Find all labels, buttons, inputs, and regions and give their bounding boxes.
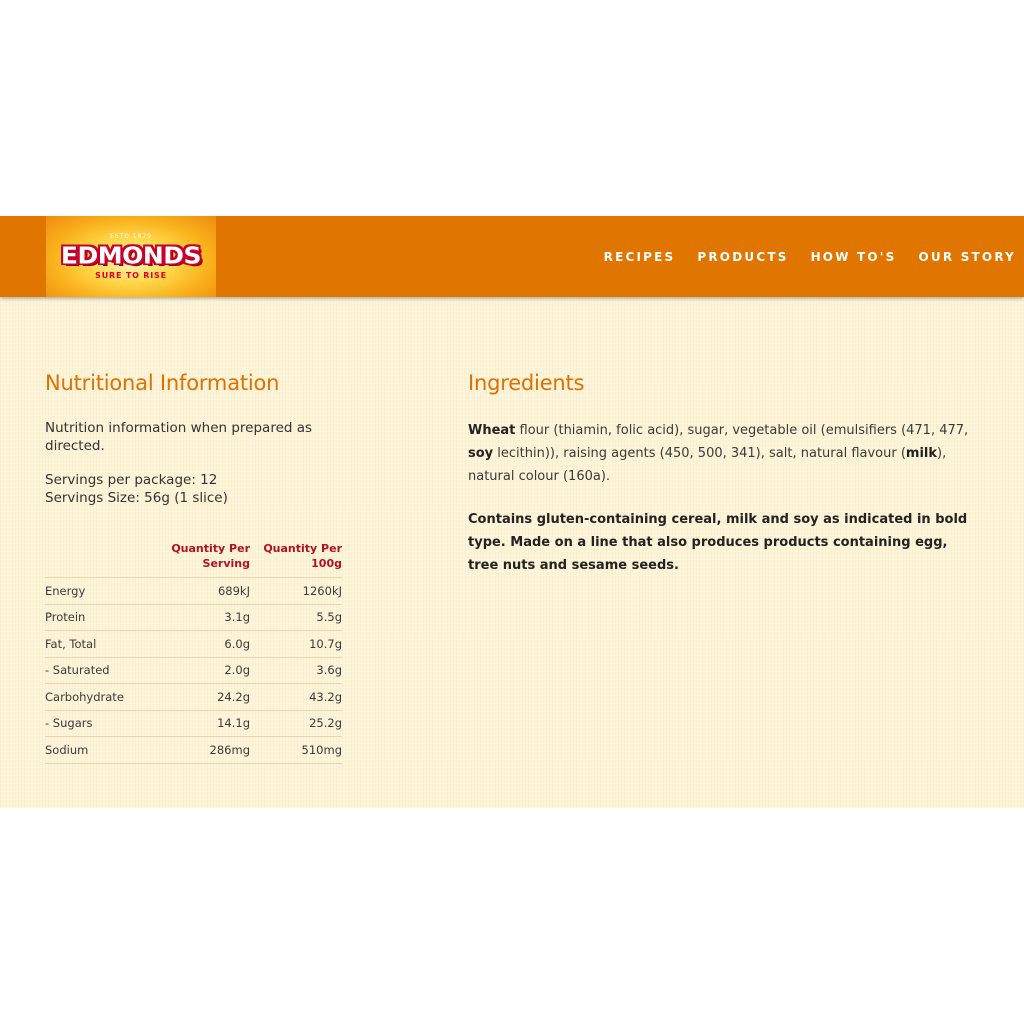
nutrition-table — [45, 541, 342, 764]
nutrition-section — [45, 371, 345, 764]
logo-estd: ESTD 1879 — [109, 233, 153, 240]
header-per-100g: Quantity Per 100g — [250, 541, 342, 578]
servings-info — [45, 471, 345, 507]
nutrient-name: Sodium — [45, 737, 155, 764]
nav-recipes[interactable]: RECIPES — [603, 249, 676, 264]
nutrition-intro: Nutrition information when prepared as directed. — [45, 420, 313, 454]
table-row — [45, 710, 342, 737]
logo-wordmark: EDMONDS — [60, 242, 202, 269]
per-serving-value: 14.1g — [155, 710, 250, 737]
ingredients-list — [468, 419, 978, 488]
table-row — [45, 578, 342, 605]
ingredient-bold-soy: soy — [468, 446, 494, 461]
ingredient-text: flour (thiamin, folic acid), sugar, vegetable oil (emulsifiers (471, 477, — [515, 423, 969, 438]
table-row — [45, 684, 342, 711]
site-header — [0, 216, 1024, 297]
table-row — [45, 737, 342, 764]
per-serving-value: 286mg — [155, 737, 250, 764]
nav-our-story[interactable]: OUR STORY — [918, 249, 1016, 264]
nutrition-table-header — [45, 541, 342, 578]
ingredient-bold-wheat: Wheat — [468, 423, 516, 438]
header-label — [45, 541, 155, 578]
per-serving-value: 6.0g — [155, 631, 250, 658]
nutrient-name: Fat, Total — [45, 631, 155, 658]
table-row — [45, 657, 342, 684]
per-100g-value: 10.7g — [250, 631, 342, 658]
nutrient-name: Carbohydrate — [45, 684, 155, 711]
nutrition-title: Nutritional Information — [45, 371, 280, 395]
per-serving-value: 24.2g — [155, 684, 250, 711]
ingredient-text: ), natural colour (160a). — [468, 446, 947, 484]
per-100g-value: 510mg — [250, 737, 342, 764]
per-100g-value: 1260kJ — [250, 578, 342, 605]
ingredient-text: lecithin)), raising agents (450, 500, 341), salt, natural flavour ( — [493, 446, 906, 461]
allergen-statement: Contains gluten-containing cereal, milk and soy as indicated in bold type. Made on a line that also produces products containing egg, tree nuts and sesame seeds. — [468, 512, 968, 573]
table-row — [45, 604, 342, 631]
per-100g-value: 43.2g — [250, 684, 342, 711]
logo-tagline: SURE TO RISE — [95, 271, 167, 280]
per-serving-value: 3.1g — [155, 604, 250, 631]
per-serving-value: 689kJ — [155, 578, 250, 605]
nutrient-name: Energy — [45, 578, 155, 605]
ingredient-bold-milk: milk — [905, 446, 938, 461]
ingredients-title: Ingredients — [468, 371, 585, 395]
per-100g-value: 5.5g — [250, 604, 342, 631]
nav-products[interactable]: PRODUCTS — [697, 249, 789, 264]
per-100g-value: 3.6g — [250, 657, 342, 684]
per-serving-value: 2.0g — [155, 657, 250, 684]
nutrient-name: - Sugars — [45, 710, 155, 737]
nav-how-tos[interactable]: HOW TO'S — [810, 249, 897, 264]
ingredients-section — [468, 371, 978, 577]
header-per-serving: Quantity Per Serving — [155, 541, 250, 578]
servings-per-package: Servings per package: 12 — [45, 472, 218, 488]
nutrient-name: Protein — [45, 604, 155, 631]
nutrient-name: - Saturated — [45, 657, 155, 684]
per-100g-value: 25.2g — [250, 710, 342, 737]
serving-size: Servings Size: 56g (1 slice) — [45, 490, 228, 506]
product-details — [0, 297, 1024, 808]
edmonds-logo[interactable] — [46, 216, 216, 297]
main-nav — [604, 216, 1016, 297]
table-row — [45, 631, 342, 658]
